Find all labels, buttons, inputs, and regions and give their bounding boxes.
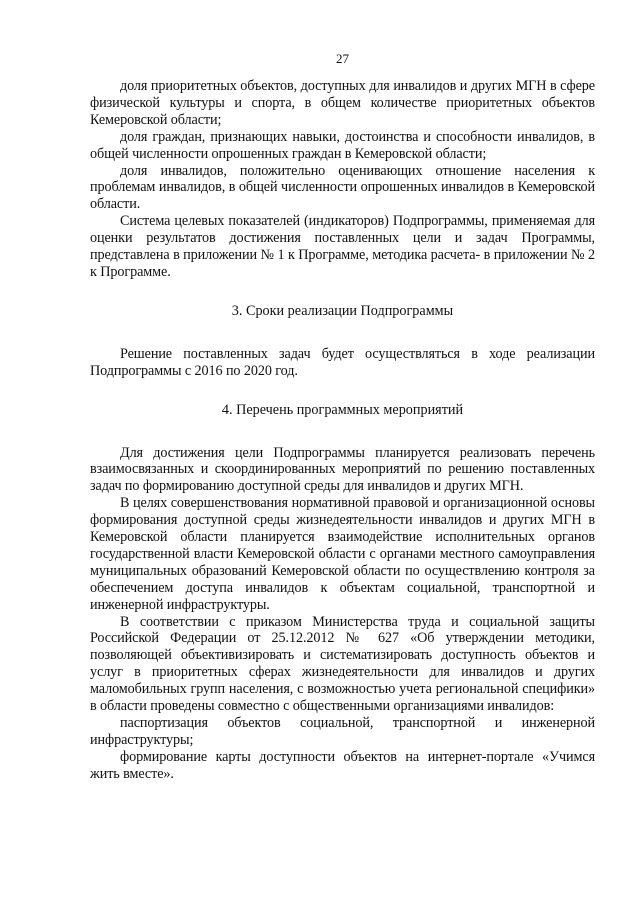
list-item-passportization: паспортизация объектов социальной, транспортной и инженерной инфраструктуры; (90, 715, 595, 748)
section-3-heading: 3. Сроки реализации Подпрограммы (231, 302, 454, 319)
spacer (90, 281, 595, 303)
document-body (90, 78, 595, 783)
paragraph-ministry-order: В соответствии с приказом Министерства труда и социальной защиты Российской Федерации от 25.12.2012 № 627 «Об утверждении методики, позволяющей объективизировать и систематизировать доступность объектов и услуг в приоритетных сферах жизнедеятельности для инвалидов и других маломобильных групп населения, с возможностью учета региональной специфики» в области проведены совместно с общественными организациями инвалидов: (90, 613, 595, 715)
paragraph-indicator-system: Система целевых показателей (индикаторов) Подпрограммы, применяемая для оценки результатов достижения поставленных цели и задач Программы, представлена в приложении № 1 к Программе, методика расчета- в приложении № 2 к Программе. (90, 213, 595, 280)
paragraph-regulatory-improvement: В целях совершенствования нормативной правовой и организационной основы формирования доступной среды жизнедеятельности инвалидов и других МГН в Кемеровской области планируется взаимодействие исполнительных органов государственной власти Кемеровской области с органами местного самоуправления муниципальных образований Кемеровской области по осуществлению контроля за обеспечением доступа инвалидов к объектам социальной, транспортной и инженерной инфраструктуры. (90, 495, 595, 613)
spacer (90, 419, 595, 445)
spacer (90, 380, 595, 402)
paragraph-goal-achievement: Для достижения цели Подпрограммы планируется реализовать перечень взаимосвязанных и скоординированных мероприятий по решению поставленных задач по формированию доступной среды для инвалидов и других МГН. (90, 444, 595, 495)
document-page (90, 0, 595, 905)
section-4-heading: 4. Перечень программных мероприятий (221, 401, 464, 418)
paragraph-citizens-recognizing-share: доля граждан, признающих навыки, достоинства и способности инвалидов, в общей численности опрошенных граждан в Кемеровской области; (90, 128, 595, 162)
list-item-accessibility-map: формирование карты доступности объектов на интернет-портале «Учимся жить вместе». (90, 748, 595, 782)
page-number: 27 (336, 51, 349, 66)
paragraph-sport-objects-share: доля приоритетных объектов, доступных для инвалидов и других МГН в сфере физической культуры и спорта, в общем количестве приоритетных объектов Кемеровской области; (90, 78, 595, 128)
paragraph-implementation-period: Решение поставленных задач будет осуществляться в ходе реализации Подпрограммы с 2016 по 2020 год. (90, 345, 595, 379)
spacer (90, 320, 595, 346)
paragraph-disabled-positive-share: доля инвалидов, положительно оценивающих отношение населения к проблемам инвалидов, в общей численности опрошенных инвалидов в Кемеровской области. (90, 162, 595, 213)
